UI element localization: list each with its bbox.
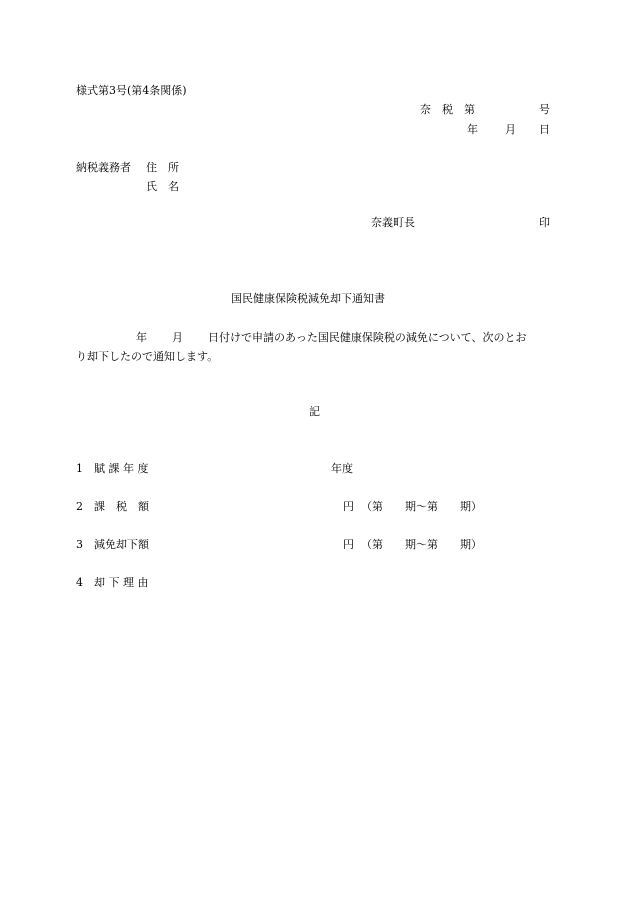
form-reference: 様式第3号(第4条関係)	[76, 84, 187, 97]
doc-number-suffix: 号	[539, 103, 550, 116]
date-day: 日	[539, 123, 550, 136]
doc-number-prefix: 奈 税 第	[420, 103, 475, 116]
taxpayer-label: 納税義務者	[76, 161, 131, 174]
name-label: 氏 名	[146, 180, 179, 193]
ki-heading: 記	[309, 405, 320, 418]
date-month: 月	[505, 123, 516, 136]
address-label: 住 所	[146, 161, 179, 174]
document-title: 国民健康保険税減免却下通知書	[231, 292, 385, 305]
body-year: 年	[136, 331, 147, 344]
item-number: 1	[76, 462, 83, 475]
body-month: 月	[172, 331, 183, 344]
item-label-assessment-year: 賦 課 年 度	[94, 462, 149, 475]
item-yen: 円	[343, 500, 354, 513]
item-label-tax-amount: 課 税 額	[94, 500, 149, 513]
item-number: 3	[76, 538, 83, 551]
item-number: 4	[76, 576, 83, 589]
item-value-fiscal-year: 年度	[331, 462, 353, 475]
seal-mark: 印	[539, 216, 550, 229]
body-line-2: り却下したので通知します。	[76, 350, 219, 363]
item-label-rejected-amount: 減免却下額	[94, 538, 149, 551]
item-number: 2	[76, 500, 83, 513]
item-period: （第 期～第 期）	[361, 500, 482, 513]
issuer-title: 奈義町長	[371, 216, 415, 229]
item-period: （第 期～第 期）	[361, 538, 482, 551]
item-label-rejection-reason: 却 下 理 由	[94, 576, 149, 589]
body-line-1: 日付けで申請のあった国民健康保険税の減免について、次のとお	[208, 331, 527, 344]
item-yen: 円	[343, 538, 354, 551]
date-year: 年	[467, 123, 478, 136]
